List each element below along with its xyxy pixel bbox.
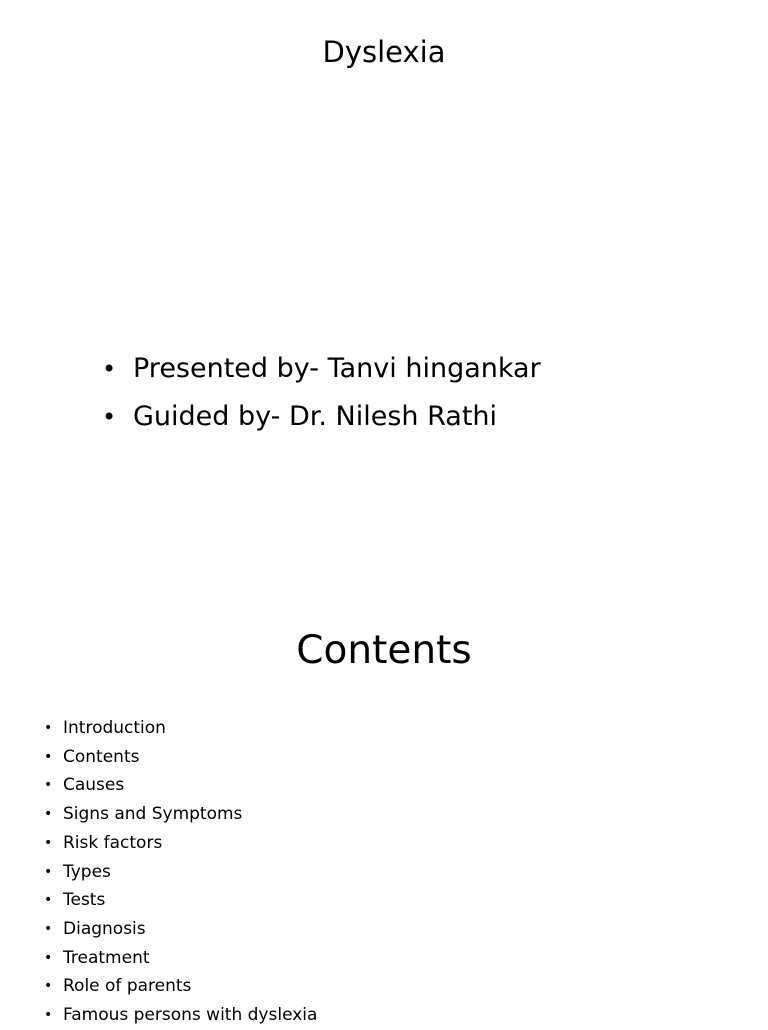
list-item: • Diagnosis <box>63 915 317 944</box>
presenter-line: • Presented by- Tanvi hingankar <box>133 345 541 393</box>
contents-list <box>63 714 317 1030</box>
list-item: • Introduction <box>63 714 317 743</box>
list-item: • Signs and Symptoms <box>63 800 317 829</box>
list-item: • Role of parents <box>63 972 317 1001</box>
contents-slide <box>0 576 768 1024</box>
presenter-list <box>133 345 541 441</box>
list-item: • Risk factors <box>63 829 317 858</box>
slide-title: Dyslexia <box>322 35 446 69</box>
list-item: • Famous persons with dyslexia <box>63 1001 317 1030</box>
guide-line: • Guided by- Dr. Nilesh Rathi <box>133 393 541 441</box>
list-item: • Treatment <box>63 944 317 973</box>
slide-title: Contents <box>296 628 472 673</box>
list-item: • Causes <box>63 771 317 800</box>
list-item: • Types <box>63 858 317 887</box>
list-item: • Contents <box>63 743 317 772</box>
list-item: • Tests <box>63 886 317 915</box>
